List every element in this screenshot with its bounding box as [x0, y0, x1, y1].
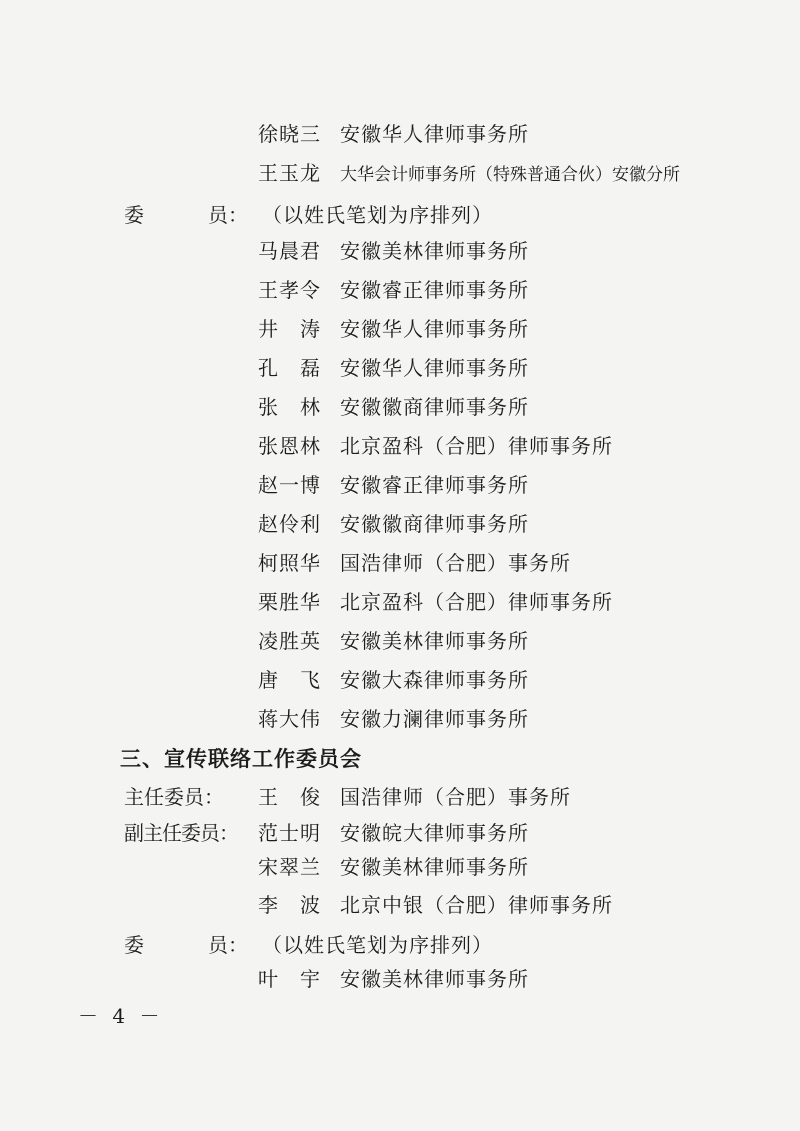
list-item	[258, 668, 529, 692]
list-item	[258, 967, 529, 991]
member-name: 王玉龙	[258, 161, 321, 185]
member-firm: 北京中银（合肥）律师事务所	[340, 893, 613, 917]
member-name: 赵伶利	[258, 512, 321, 536]
member-name: 李 波	[258, 893, 321, 917]
member-name: 王 俊	[258, 785, 321, 809]
role-label: 委 员：	[124, 933, 248, 957]
role-label: 副主任委员：	[124, 821, 238, 845]
member-name: 范士明	[258, 821, 321, 845]
list-item	[258, 855, 529, 879]
list-item	[258, 629, 529, 653]
member-name: 叶 宇	[258, 967, 321, 991]
member-firm: 安徽睿正律师事务所	[340, 473, 529, 497]
member-firm: 北京盈科（合肥）律师事务所	[340, 434, 613, 458]
list-item	[258, 512, 529, 536]
member-firm: 国浩律师（合肥）事务所	[340, 551, 571, 575]
member-name: 张 林	[258, 395, 321, 419]
list-item	[258, 893, 613, 917]
member-firm: 北京盈科（合肥）律师事务所	[340, 590, 613, 614]
member-name: 栗胜华	[258, 590, 321, 614]
member-name: 柯照华	[258, 551, 321, 575]
ordering-note: （以姓氏笔划为序排列）	[262, 203, 493, 227]
member-firm: 安徽美林律师事务所	[340, 967, 529, 991]
member-name: 宋翠兰	[258, 855, 321, 879]
member-name: 张恩林	[258, 434, 321, 458]
members-role-line	[124, 933, 493, 957]
list-item	[258, 395, 529, 419]
member-firm: 安徽美林律师事务所	[340, 629, 529, 653]
member-firm: 安徽徽商律师事务所	[340, 512, 529, 536]
member-firm: 安徽华人律师事务所	[340, 317, 529, 341]
list-item	[258, 434, 613, 458]
member-firm: 安徽徽商律师事务所	[340, 395, 529, 419]
list-item	[258, 707, 529, 731]
member-name: 赵一博	[258, 473, 321, 497]
member-firm: 国浩律师（合肥）事务所	[340, 785, 571, 809]
member-firm: 安徽华人律师事务所	[340, 356, 529, 380]
member-name: 凌胜英	[258, 629, 321, 653]
list-item	[258, 317, 529, 341]
member-firm: 安徽大森律师事务所	[340, 668, 529, 692]
ordering-note: （以姓氏笔划为序排列）	[262, 933, 493, 957]
member-name: 王孝令	[258, 278, 321, 302]
list-item	[258, 161, 680, 187]
member-name: 徐晓三	[258, 122, 321, 146]
list-item	[258, 356, 529, 380]
deputy-line	[124, 821, 529, 845]
member-firm: 大华会计师事务所（特殊普通合伙）安徽分所	[340, 165, 680, 185]
member-firm: 安徽美林律师事务所	[340, 239, 529, 263]
member-name: 孔 磊	[258, 356, 321, 380]
member-firm: 安徽力澜律师事务所	[340, 707, 529, 731]
member-firm: 安徽华人律师事务所	[340, 122, 529, 146]
list-item	[258, 551, 571, 575]
member-firm: 安徽睿正律师事务所	[340, 278, 529, 302]
page-number: － 4 －	[78, 1004, 164, 1028]
list-item	[258, 590, 613, 614]
list-item	[258, 473, 529, 497]
role-label: 主任委员：	[124, 785, 224, 809]
members-role-line	[124, 203, 493, 227]
member-firm: 安徽皖大律师事务所	[340, 821, 529, 845]
member-name: 唐 飞	[258, 668, 321, 692]
member-name: 马晨君	[258, 239, 321, 263]
list-item	[258, 122, 529, 146]
list-item	[258, 278, 529, 302]
member-name: 井 涛	[258, 317, 321, 341]
section-heading: 三、宣传联络工作委员会	[120, 747, 362, 771]
role-label: 委 员：	[124, 203, 248, 227]
member-firm: 安徽美林律师事务所	[340, 855, 529, 879]
director-line	[124, 785, 571, 809]
list-item	[258, 239, 529, 263]
member-name: 蒋大伟	[258, 707, 321, 731]
